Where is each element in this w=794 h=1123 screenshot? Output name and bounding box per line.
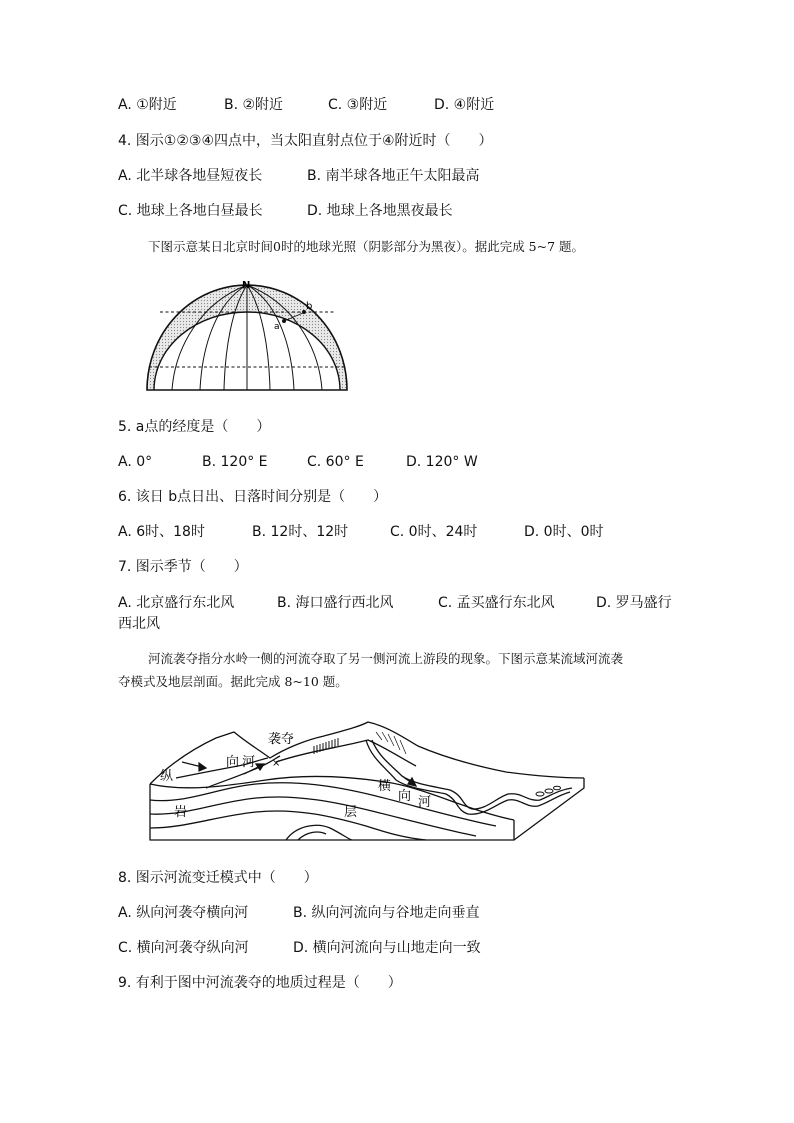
q6-stem: 6. 该日 b点日出、日落时间分别是（ ） <box>118 489 388 505</box>
label-yan: 岩 <box>174 805 188 820</box>
q6-option-a[interactable]: A. 6时、18时 <box>118 524 205 540</box>
label-xiang2: 向 <box>398 789 412 804</box>
label-ceng: 层 <box>344 805 358 820</box>
label-n: N <box>242 280 251 291</box>
transverse-river <box>366 740 570 814</box>
label-capture: 袭夺 <box>268 732 295 747</box>
q7-option-d[interactable]: D. 罗马盛行 <box>596 595 672 611</box>
intro-8-10-line1: 河流袭夺指分水岭一侧的河流夺取了另一侧河流上游段的现象。下图示意某流域河流袭 <box>148 651 624 666</box>
stratum-line <box>150 811 426 840</box>
q8-option-a[interactable]: A. 纵向河袭夺横向河 <box>118 905 249 921</box>
stratum-arch <box>298 832 326 840</box>
q8-option-b[interactable]: B. 纵向河流向与谷地走向垂直 <box>293 905 480 921</box>
q9-stem: 9. 有利于图中河流袭夺的地质过程是（ ） <box>118 975 402 991</box>
q5-option-b[interactable]: B. 120° E <box>202 454 268 470</box>
q5-option-d[interactable]: D. 120° W <box>406 454 478 470</box>
q7-stem: 7. 图示季节（ ） <box>118 559 248 575</box>
label-a: a <box>274 322 280 332</box>
q7-option-a[interactable]: A. 北京盛行东北风 <box>118 595 235 611</box>
q4-option-a[interactable]: A. 北半球各地昼短夜长 <box>118 168 263 184</box>
q8-option-d[interactable]: D. 横向河流向与山地走向一致 <box>293 940 481 956</box>
q3-option-b[interactable]: B. ②附近 <box>224 97 284 113</box>
q5-stem: 5. a点的经度是（ ） <box>118 419 271 435</box>
q7-option-d-continuation: 西北风 <box>118 616 160 632</box>
label-zong: 纵 <box>160 769 174 784</box>
q6-option-d[interactable]: D. 0时、0时 <box>524 524 604 540</box>
terrain-silhouette <box>150 722 584 784</box>
block-front-face <box>150 784 514 840</box>
q6-option-c[interactable]: C. 0时、24时 <box>390 524 478 540</box>
q3-option-c[interactable]: C. ③附近 <box>328 97 388 113</box>
q4-option-c[interactable]: C. 地球上各地白昼最长 <box>118 203 263 219</box>
q7-option-b[interactable]: B. 海口盛行西北风 <box>277 595 394 611</box>
gravel <box>554 786 561 790</box>
label-xiang1: 向 <box>226 755 240 770</box>
q8-option-c[interactable]: C. 横向河袭夺纵向河 <box>118 940 249 956</box>
top-front-edge <box>150 776 514 820</box>
gravel <box>536 792 544 796</box>
q3-option-a[interactable]: A. ①附近 <box>118 97 177 113</box>
intro-5-7: 下图示意某日北京时间0时的地球光照（阴影部分为黑夜）。据此完成 5~7 题。 <box>148 239 585 254</box>
q6-option-b[interactable]: B. 12时、12时 <box>252 524 349 540</box>
label-he1: 河 <box>242 755 256 770</box>
q4-stem: 4. 图示①②③④四点中，当太阳直射点位于④附近时（ ） <box>118 133 493 149</box>
q8-stem: 8. 图示河流变迁模式中（ ） <box>118 870 318 886</box>
q4-option-b[interactable]: B. 南半球各地正午太阳最高 <box>307 168 480 184</box>
intro-8-10-line2: 夺模式及地层剖面。据此完成 8~10 题。 <box>118 674 348 689</box>
q4-option-d[interactable]: D. 地球上各地黑夜最长 <box>307 203 453 219</box>
figure-earth-illumination <box>140 278 355 393</box>
q5-option-c[interactable]: C. 60° E <box>307 454 364 470</box>
block-right-face <box>514 778 584 840</box>
q7-option-c[interactable]: C. 孟买盛行东北风 <box>438 595 555 611</box>
figure-river-capture <box>146 718 588 846</box>
label-heng: 横 <box>378 779 392 794</box>
label-b: b <box>306 301 313 312</box>
gravel <box>545 789 553 793</box>
q3-option-d[interactable]: D. ④附近 <box>434 97 495 113</box>
q5-option-a[interactable]: A. 0° <box>118 454 153 470</box>
capture-x-mark: × <box>272 758 281 769</box>
label-he2: 河 <box>418 795 432 810</box>
